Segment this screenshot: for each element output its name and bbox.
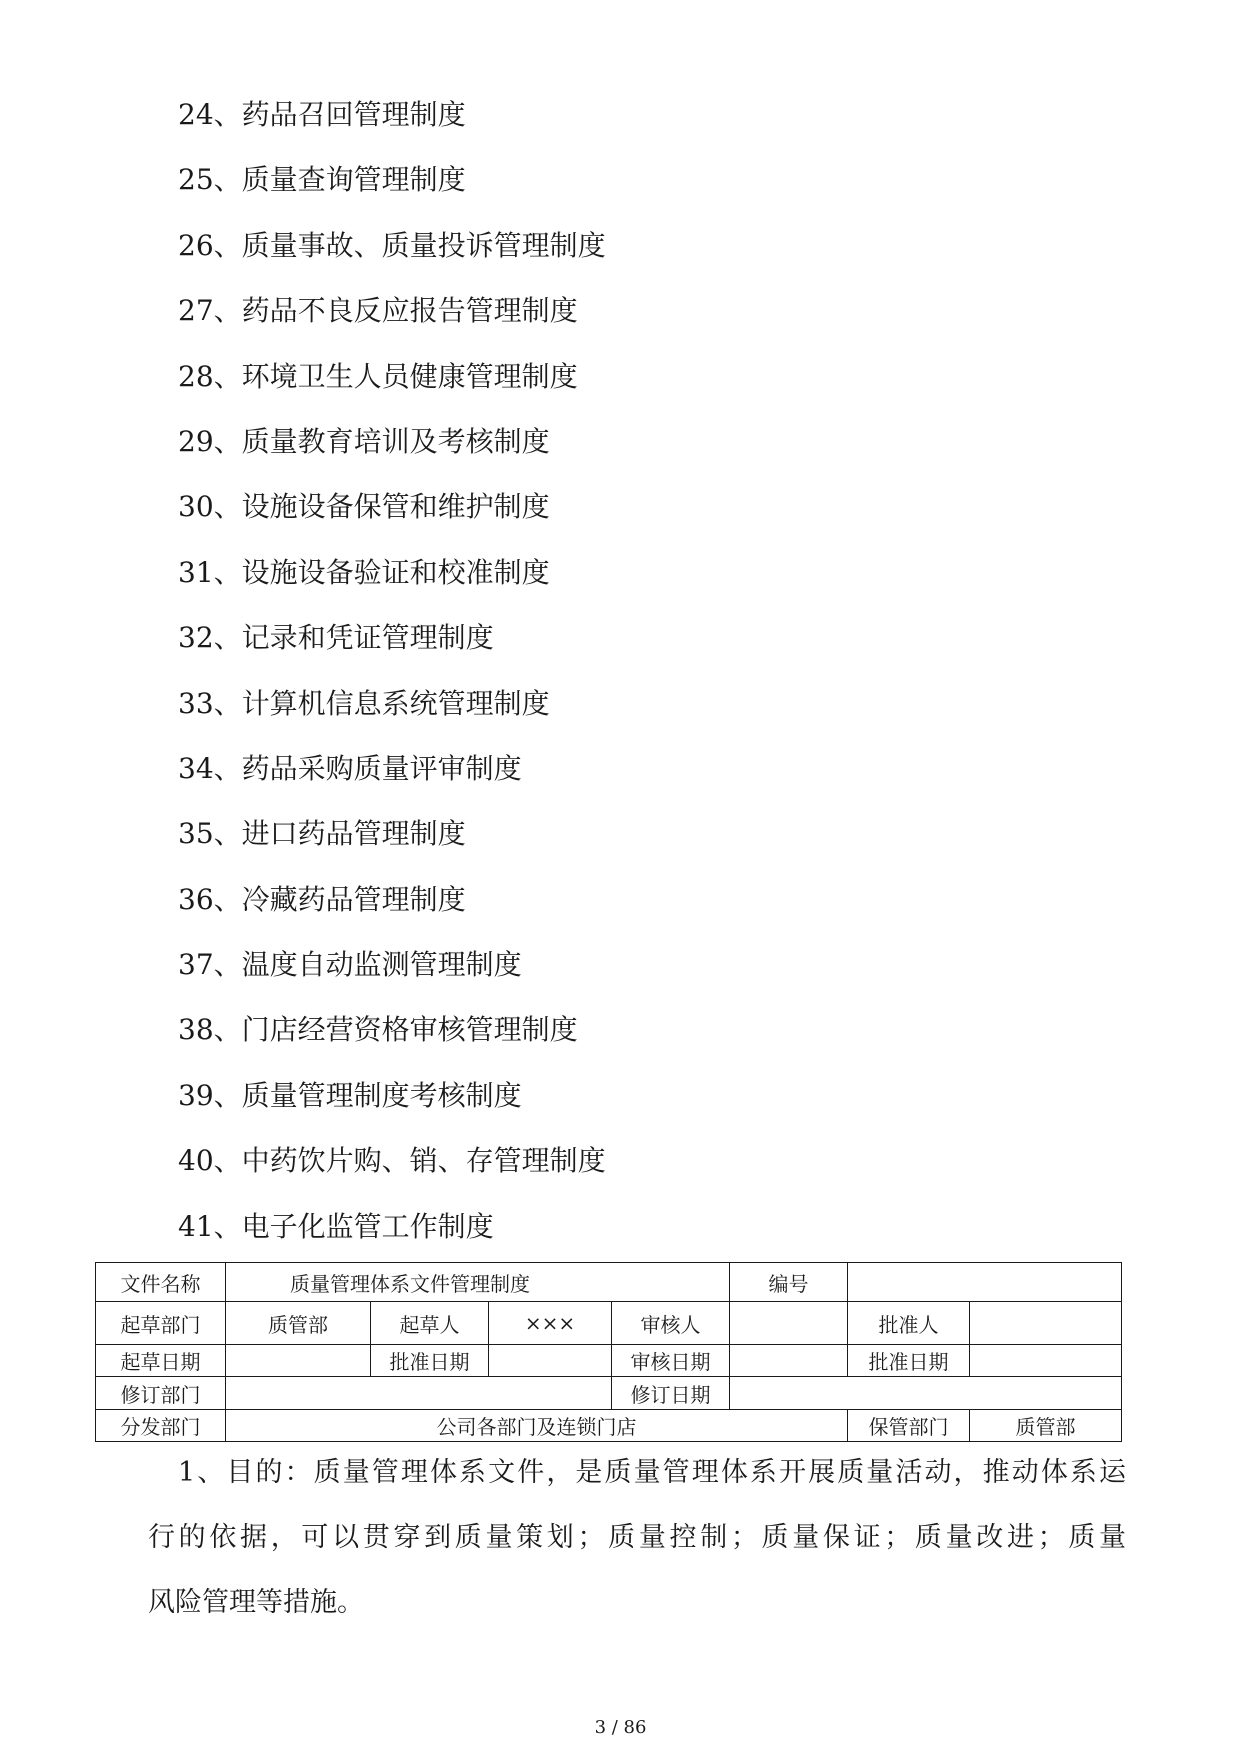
file-name-value: 质量管理体系文件管理制度 bbox=[226, 1263, 730, 1302]
draft-dept-label: 起草部门 bbox=[96, 1302, 226, 1345]
list-item: 40、中药饮片购、销、存管理制度 bbox=[178, 1144, 606, 1178]
table-row bbox=[96, 1345, 1122, 1377]
approver-value bbox=[970, 1302, 1122, 1345]
approver-label: 批准人 bbox=[848, 1302, 970, 1345]
purpose-paragraph bbox=[148, 1440, 1126, 1635]
distrib-dept-value: 公司各部门及连锁门店 bbox=[226, 1410, 848, 1442]
list-item: 35、进口药品管理制度 bbox=[178, 817, 466, 851]
list-item: 30、设施设备保管和维护制度 bbox=[178, 490, 550, 524]
list-item: 41、电子化监管工作制度 bbox=[178, 1209, 494, 1243]
reviewer-value bbox=[730, 1302, 848, 1345]
document-control-table bbox=[95, 1262, 1122, 1442]
page-number: 3 / 86 bbox=[594, 1717, 647, 1738]
revise-date-label: 修订日期 bbox=[612, 1377, 730, 1410]
list-item: 28、环境卫生人员健康管理制度 bbox=[178, 359, 578, 393]
list-item: 25、质量查询管理制度 bbox=[178, 163, 466, 197]
list-item: 33、计算机信息系统管理制度 bbox=[178, 686, 550, 720]
paragraph-line: 1、目的：质量管理体系文件，是质量管理体系开展质量活动，推动体系运 bbox=[178, 1457, 1126, 1488]
number-value bbox=[848, 1263, 1122, 1302]
custody-dept-label: 保管部门 bbox=[848, 1410, 970, 1442]
drafter-value: ××× bbox=[489, 1302, 612, 1345]
draft-date-label: 起草日期 bbox=[96, 1345, 226, 1377]
approve-date-label: 批准日期 bbox=[371, 1345, 489, 1377]
number-label: 编号 bbox=[730, 1263, 848, 1302]
custody-dept-value: 质管部 bbox=[970, 1410, 1122, 1442]
revise-date-value bbox=[730, 1377, 1122, 1410]
drafter-label: 起草人 bbox=[371, 1302, 489, 1345]
list-item: 27、药品不良反应报告管理制度 bbox=[178, 294, 578, 328]
draft-date-value bbox=[226, 1345, 371, 1377]
distrib-dept-label: 分发部门 bbox=[96, 1410, 226, 1442]
list-item: 37、温度自动监测管理制度 bbox=[178, 948, 522, 982]
paragraph-line: 行的依据，可以贯穿到质量策划；质量控制；质量保证；质量改进；质量 bbox=[148, 1522, 1126, 1553]
list-item: 38、门店经营资格审核管理制度 bbox=[178, 1013, 578, 1047]
list-item: 34、药品采购质量评审制度 bbox=[178, 751, 522, 785]
list-item: 36、冷藏药品管理制度 bbox=[178, 882, 466, 916]
table-row bbox=[96, 1302, 1122, 1345]
review-date-value bbox=[730, 1345, 848, 1377]
list-item: 32、记录和凭证管理制度 bbox=[178, 621, 494, 655]
list-item: 26、质量事故、质量投诉管理制度 bbox=[178, 228, 606, 262]
revise-dept-label: 修订部门 bbox=[96, 1377, 226, 1410]
approve-date2-label: 批准日期 bbox=[848, 1345, 970, 1377]
list-item: 24、药品召回管理制度 bbox=[178, 98, 466, 131]
paragraph-line: 风险管理等措施。 bbox=[148, 1587, 364, 1618]
list-item: 39、质量管理制度考核制度 bbox=[178, 1078, 522, 1112]
table-row bbox=[96, 1377, 1122, 1410]
list-item: 31、设施设备验证和校准制度 bbox=[178, 555, 550, 589]
reviewer-label: 审核人 bbox=[612, 1302, 730, 1345]
review-date-label: 审核日期 bbox=[612, 1345, 730, 1377]
file-name-label: 文件名称 bbox=[96, 1263, 226, 1302]
table-row bbox=[96, 1263, 1122, 1302]
approve-date2-value bbox=[970, 1345, 1122, 1377]
revise-dept-value bbox=[226, 1377, 612, 1410]
policy-list bbox=[178, 88, 606, 1265]
approve-date-value bbox=[489, 1345, 612, 1377]
table-row bbox=[96, 1410, 1122, 1442]
list-item: 29、质量教育培训及考核制度 bbox=[178, 424, 550, 458]
draft-dept-value: 质管部 bbox=[226, 1302, 371, 1345]
